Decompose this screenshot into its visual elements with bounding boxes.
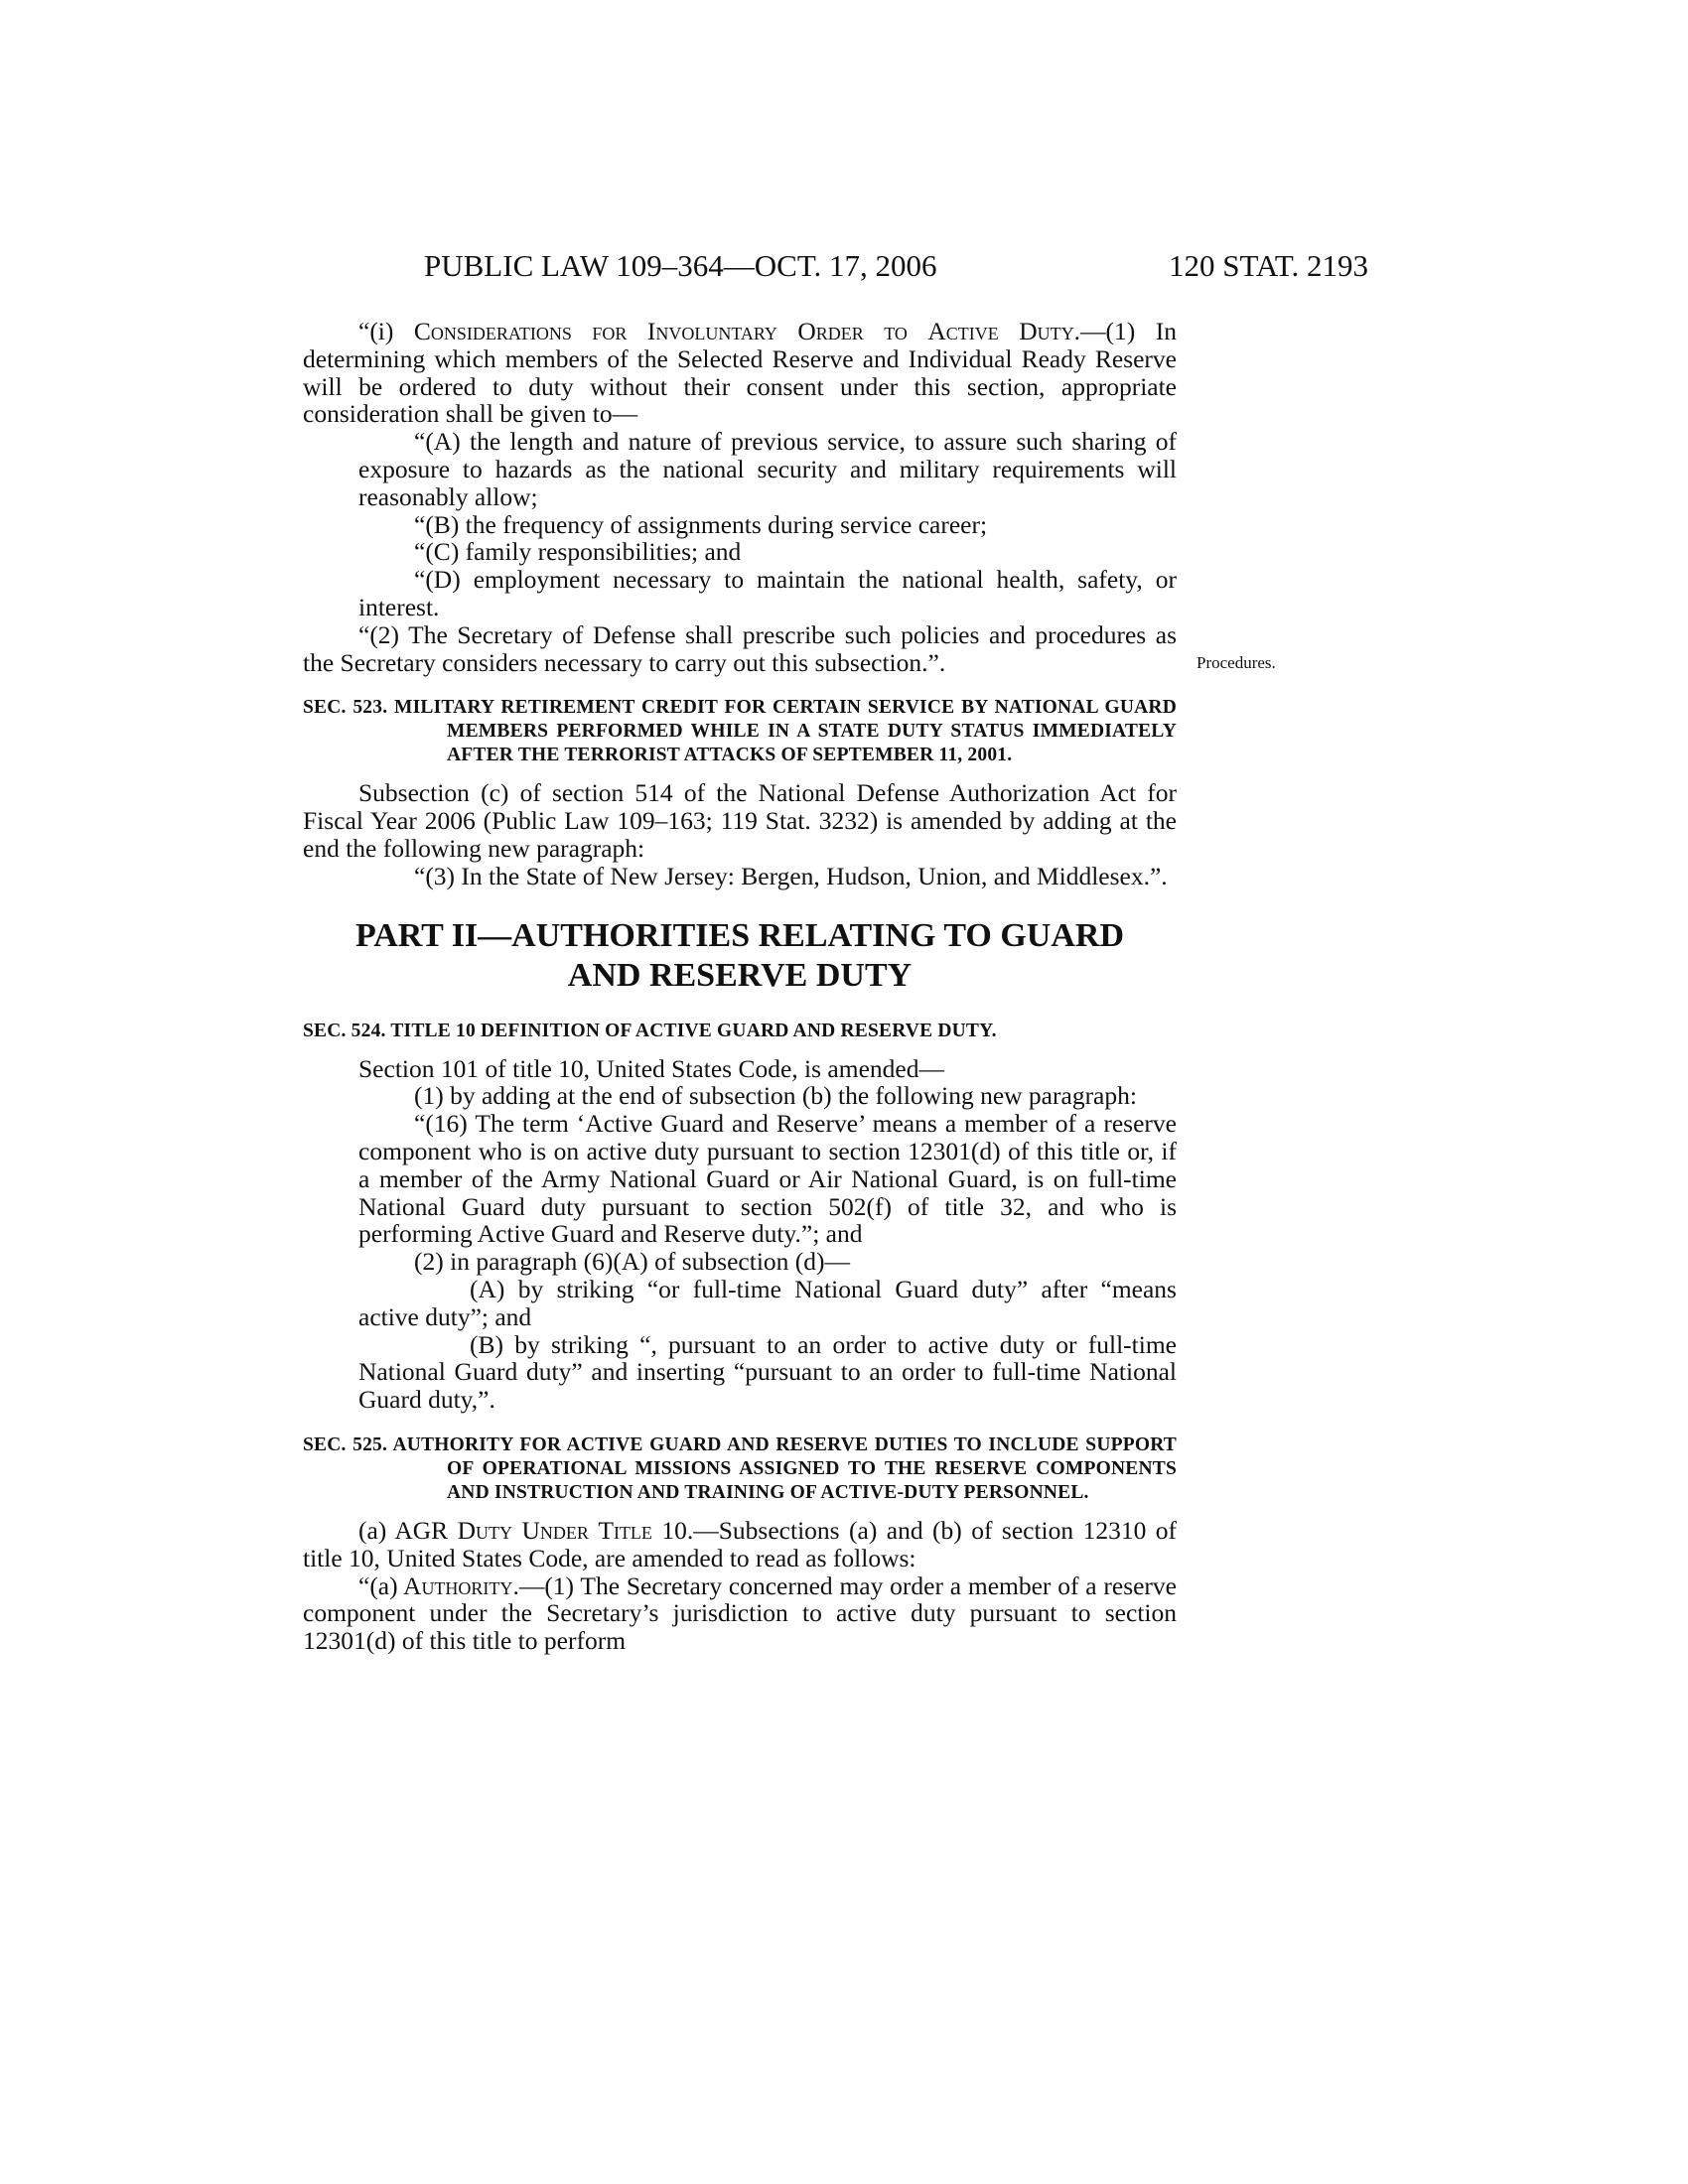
part-ii-heading-line-2: AND RESERVE DUTY	[567, 956, 913, 994]
subsection-i-intro: “(i) Considerations for Involuntary Order to Active Duty.—(1) In determining which members of the Selected Reserve and Individual Ready Reserve will be ordered to duty without their consent under this section, appropriate consideration shall be given to—	[303, 317, 1177, 429]
subsection-i-item-c: “(C) family responsibilities; and	[414, 537, 742, 567]
section-525-quote-a: “(a) Authority.—(1) The Secretary concerned may order a member of a reserve component under the Secretary’s jurisdiction to active duty pursuant to section 12301(d) of this title to perform	[303, 1570, 1177, 1656]
subsection-i-paragraph-2: “(2) The Secretary of Defense shall prescribe such policies and procedures as the Secretary considers necessary to carry out this subsection.”.	[303, 619, 1177, 677]
statute-page-number: 120 STAT. 2193	[1168, 248, 1368, 283]
section-524-quote-16: “(16) The term ‘Active Guard and Reserve’ means a member of a reserve component who is on active duty pursuant to section 12301(d) of this title or, if a member of the Army National Guard or Air National Guard, is on full-time National Guard duty pursuant to section 502(f) of title 32, and who is performing Active Guard and Reserve duty.”; and	[358, 1109, 1177, 1249]
section-524-item-2b: (B) by striking “, pursuant to an order to active duty or full-time National Guard duty” and inserting “pursuant to an order to full-time National Guard duty,”.	[358, 1329, 1177, 1415]
part-ii-heading-line-1: PART II—AUTHORITIES RELATING TO GUARD	[354, 916, 1125, 954]
law-text-body	[303, 318, 1177, 1655]
subsection-i-item-a: “(A) the length and nature of previous service, to assure such sharing of exposure to hazards as the national security and military requirements will reasonably allow;	[358, 427, 1177, 511]
section-524-intro: Section 101 of title 10, United States Code, is amended—	[358, 1053, 944, 1083]
section-524-item-2a: (A) by striking “or full-time National Guard duty” after “means active duty”; and	[358, 1274, 1177, 1331]
margin-note-procedures: Procedures.	[1196, 653, 1276, 672]
subsection-i-item-b: “(B) the frequency of assignments during service career;	[414, 509, 988, 539]
subsection-i-item-d: “(D) employment necessary to maintain the national health, safety, or interest.	[358, 565, 1177, 621]
page-header	[0, 248, 1688, 288]
section-525-heading: SEC. 525. AUTHORITY FOR ACTIVE GUARD AND RESERVE DUTIES TO INCLUDE SUPPORT OF OPERATIONAL MISSIONS ASSIGNED TO THE RESERVE COMPONENTS AND INSTRUCTION AND TRAINING OF ACTIVE-DUTY PERSONNEL.	[303, 1433, 1177, 1503]
section-523-heading: SEC. 523. MILITARY RETIREMENT CREDIT FOR CERTAIN SERVICE BY NATIONAL GUARD MEMBERS PERFORMED WHILE IN A STATE DUTY STATUS IMMEDIATELY AFTER THE TERRORIST ATTACKS OF SEPTEMBER 11, 2001.	[303, 697, 1177, 766]
section-524-item-1: (1) by adding at the end of subsection (b) the following new paragraph:	[414, 1081, 1137, 1111]
section-523-body: Subsection (c) of section 514 of the National Defense Authorization Act for Fiscal Year 2006 (Public Law 109–163; 119 Stat. 3232) is amended by adding at the end the following new paragraph:	[303, 778, 1177, 863]
part-ii-heading	[303, 916, 1177, 996]
section-524-item-2: (2) in paragraph (6)(A) of subsection (d)—	[414, 1247, 851, 1277]
running-head-title: PUBLIC LAW 109–364—OCT. 17, 2006	[424, 248, 937, 283]
section-523-quote: “(3) In the State of New Jersey: Bergen, Hudson, Union, and Middlesex.”.	[414, 861, 1168, 890]
section-525-subsection-a: (a) AGR Duty Under Title 10.—Subsections (a) and (b) of section 12310 of title 10, United States Code, are amended to read as follows:	[303, 1515, 1177, 1572]
section-524-heading: SEC. 524. TITLE 10 DEFINITION OF ACTIVE GUARD AND RESERVE DUTY.	[303, 1020, 997, 1041]
